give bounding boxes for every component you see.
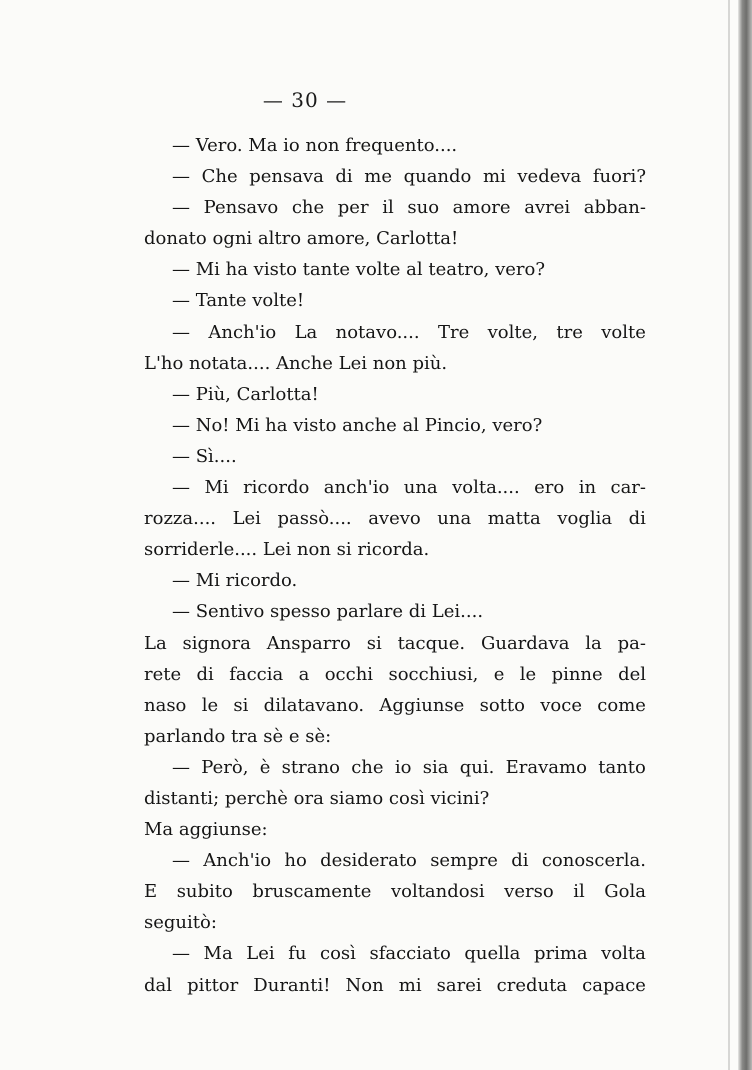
text-line bbox=[144, 192, 646, 223]
word: Guardava bbox=[480, 632, 570, 654]
text-line: parlando tra sè e sè: bbox=[144, 725, 332, 747]
text-line: — Sentivo spesso parlare di Lei.... bbox=[172, 601, 484, 623]
word: pinne bbox=[551, 663, 603, 685]
word: — bbox=[172, 756, 190, 778]
word: Mi bbox=[204, 477, 229, 499]
word: le bbox=[201, 694, 219, 716]
word: Ansparro bbox=[266, 632, 351, 654]
text-line bbox=[144, 970, 646, 1001]
text-line: — No! Mi ha visto anche al Pincio, vero? bbox=[172, 414, 543, 436]
word: le bbox=[519, 663, 537, 685]
word: E bbox=[144, 881, 158, 903]
word: La bbox=[144, 632, 167, 654]
word: abban- bbox=[583, 197, 646, 219]
word: io bbox=[394, 756, 412, 778]
word: che bbox=[351, 756, 384, 778]
text-line: Ma aggiunse: bbox=[144, 819, 268, 841]
word: fu bbox=[288, 943, 307, 965]
word: Pensavo bbox=[203, 197, 279, 219]
word: — bbox=[172, 321, 190, 343]
text-line bbox=[144, 317, 646, 348]
body-text bbox=[144, 130, 646, 1001]
word: Eravamo bbox=[505, 756, 587, 778]
word: rete bbox=[144, 663, 182, 685]
word: strano bbox=[281, 756, 340, 778]
word: naso bbox=[144, 694, 187, 716]
text-line: — Più, Carlotta! bbox=[172, 383, 319, 405]
word: e bbox=[493, 663, 505, 685]
text-line bbox=[144, 472, 646, 503]
word: una bbox=[403, 477, 438, 499]
page-edge-line bbox=[728, 0, 730, 1070]
word: — bbox=[172, 166, 190, 188]
word: passò.... bbox=[277, 508, 352, 530]
word: desiderato bbox=[320, 850, 417, 872]
word: signora bbox=[182, 632, 251, 654]
text-line bbox=[144, 876, 646, 907]
word: anch'io bbox=[323, 477, 390, 499]
word: creduta bbox=[496, 974, 568, 996]
word: notavo.... bbox=[335, 321, 420, 343]
word: avrei bbox=[524, 197, 571, 219]
text-line: — Mi ha visto tante volte al teatro, vero? bbox=[172, 259, 546, 281]
word: capace bbox=[582, 974, 646, 996]
word: mi bbox=[398, 974, 422, 996]
word: sarei bbox=[436, 974, 482, 996]
word: sia bbox=[422, 756, 449, 778]
word: di bbox=[511, 850, 529, 872]
word: socchiusi, bbox=[388, 663, 479, 685]
word: volta.... bbox=[452, 477, 520, 499]
word: di bbox=[196, 663, 214, 685]
word: avevo bbox=[368, 508, 421, 530]
word: dilatavano. bbox=[263, 694, 365, 716]
word: sotto bbox=[479, 694, 525, 716]
word: Anch'io bbox=[203, 850, 272, 872]
word: Tre bbox=[437, 321, 470, 343]
word: verso bbox=[504, 881, 554, 903]
word: volte, bbox=[487, 321, 538, 343]
text-line bbox=[144, 690, 646, 721]
word: pittor bbox=[187, 974, 239, 996]
word: Gola bbox=[604, 881, 646, 903]
word: faccia bbox=[229, 663, 284, 685]
word: Ma bbox=[203, 943, 233, 965]
word: Che bbox=[201, 166, 238, 188]
word: Però, bbox=[201, 756, 249, 778]
word: Lei bbox=[246, 943, 275, 965]
word: sempre bbox=[430, 850, 498, 872]
word: Non bbox=[345, 974, 384, 996]
word: Duranti! bbox=[253, 974, 331, 996]
binding-shadow bbox=[738, 0, 752, 1070]
word: matta bbox=[487, 508, 541, 530]
word: è bbox=[259, 756, 271, 778]
word: così bbox=[320, 943, 356, 965]
text-line bbox=[144, 628, 646, 659]
text-line bbox=[144, 845, 646, 876]
word: — bbox=[172, 850, 190, 872]
text-line: sorriderle.... Lei non si ricorda. bbox=[144, 539, 430, 561]
word: in bbox=[578, 477, 597, 499]
word: di bbox=[335, 166, 353, 188]
word: La bbox=[294, 321, 318, 343]
word: volte bbox=[601, 321, 646, 343]
word: Lei bbox=[232, 508, 261, 530]
text-line: L'ho notata.... Anche Lei non più. bbox=[144, 352, 448, 374]
word: che bbox=[291, 197, 325, 219]
word: conoscerla. bbox=[541, 850, 646, 872]
word: sfacciato bbox=[369, 943, 451, 965]
word: tacque. bbox=[397, 632, 466, 654]
word: voce bbox=[540, 694, 583, 716]
word: pensava bbox=[249, 166, 324, 188]
word: suo bbox=[407, 197, 440, 219]
word: una bbox=[437, 508, 472, 530]
word: — bbox=[172, 197, 190, 219]
page-number: — 30 — bbox=[262, 88, 348, 112]
word: prima bbox=[533, 943, 588, 965]
text-line: seguitò: bbox=[144, 912, 217, 934]
word: ho bbox=[284, 850, 307, 872]
word: — bbox=[172, 477, 190, 499]
word: volta bbox=[601, 943, 646, 965]
word: ero bbox=[534, 477, 565, 499]
word: voglia bbox=[557, 508, 613, 530]
word: per bbox=[337, 197, 369, 219]
word: il bbox=[573, 881, 585, 903]
text-line: — Sì.... bbox=[172, 445, 237, 467]
text-line bbox=[144, 659, 646, 690]
word: tre bbox=[556, 321, 583, 343]
word: rozza.... bbox=[144, 508, 217, 530]
text-line: donato ogni altro amore, Carlotta! bbox=[144, 228, 459, 250]
text-line bbox=[144, 161, 646, 192]
word: come bbox=[597, 694, 646, 716]
word: voltandosi bbox=[390, 881, 485, 903]
text-line: — Tante volte! bbox=[172, 290, 305, 312]
word: di bbox=[628, 508, 646, 530]
word: quando bbox=[403, 166, 472, 188]
word: subito bbox=[176, 881, 233, 903]
word: me bbox=[364, 166, 392, 188]
word: si bbox=[233, 694, 249, 716]
word: ricordo bbox=[243, 477, 310, 499]
word: si bbox=[366, 632, 382, 654]
text-line: distanti; perchè ora siamo così vicini? bbox=[144, 787, 490, 809]
word: la bbox=[585, 632, 602, 654]
word: occhi bbox=[324, 663, 374, 685]
word: amore bbox=[452, 197, 511, 219]
word: car- bbox=[610, 477, 646, 499]
word: quella bbox=[464, 943, 521, 965]
word: del bbox=[618, 663, 646, 685]
word: dal bbox=[144, 974, 173, 996]
word: fuori? bbox=[592, 166, 646, 188]
text-line: — Vero. Ma io non frequento.... bbox=[172, 135, 458, 156]
word: mi bbox=[482, 166, 506, 188]
word: a bbox=[298, 663, 310, 685]
word: qui. bbox=[459, 756, 495, 778]
text-line bbox=[144, 938, 646, 969]
word: il bbox=[382, 197, 394, 219]
word: Anch'io bbox=[208, 321, 277, 343]
text-line: — Mi ricordo. bbox=[172, 570, 298, 592]
word: vedeva bbox=[517, 166, 582, 188]
text-line bbox=[144, 752, 646, 783]
word: bruscamente bbox=[252, 881, 372, 903]
word: pa- bbox=[617, 632, 646, 654]
word: tanto bbox=[598, 756, 646, 778]
word: Aggiunse bbox=[379, 694, 465, 716]
word: — bbox=[172, 943, 190, 965]
text-line bbox=[144, 503, 646, 534]
